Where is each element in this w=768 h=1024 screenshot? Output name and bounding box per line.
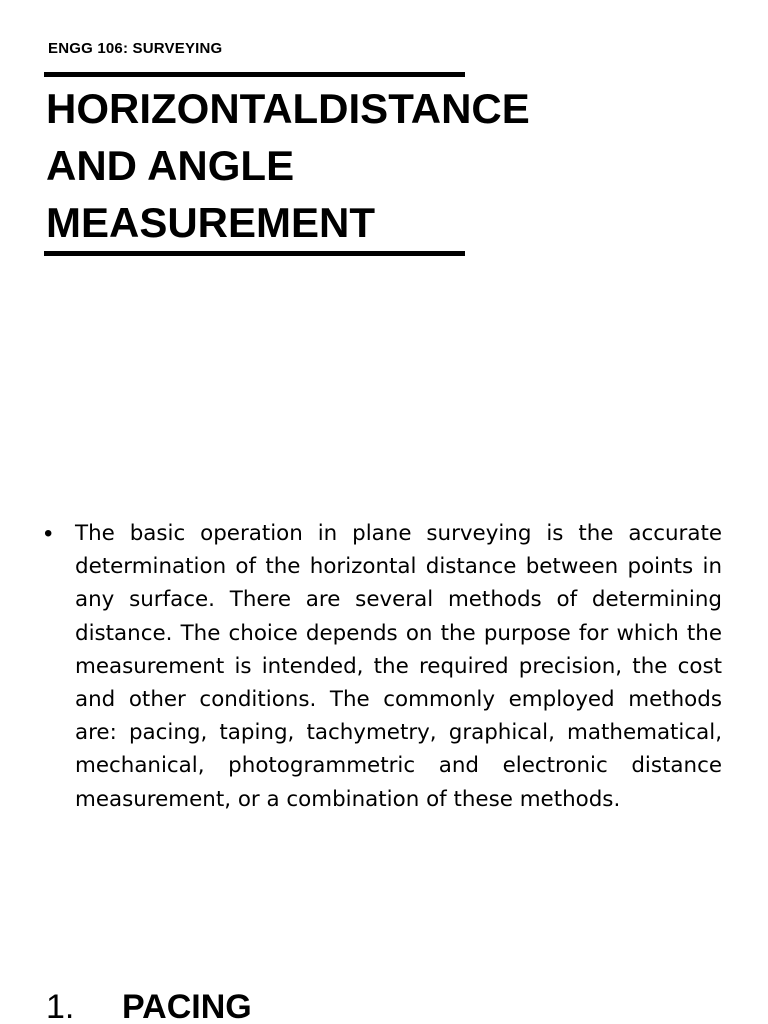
body-paragraph: The basic operation in plane surveying is the accurate determination of the horizontal distance between points in any surface. There are several methods of determining distance. The choice depends on the purpose for which the measurement is intended, the required precision, the cost and other conditions. The commonly employed methods are: pacing, taping, tachymetry, graphical, mathematical, mechanical, photogrammetric and electronic distance measurement, or a combination of these methods. [75,521,722,812]
section-title: PACING [122,988,252,1024]
title-line-1: HORIZONTALDISTANCE [46,85,530,132]
title-line-3: MEASUREMENT [46,199,376,246]
section-heading [46,985,252,1024]
section-number: 1. [46,988,75,1024]
title-bottom-rule [44,251,465,256]
course-label: ENGG 106: SURVEYING [48,40,223,57]
bullet-dot: • [44,520,53,547]
page-title [46,80,530,251]
title-top-rule [44,72,465,77]
title-line-2: AND ANGLE [46,142,295,189]
bullet-item [44,517,722,816]
